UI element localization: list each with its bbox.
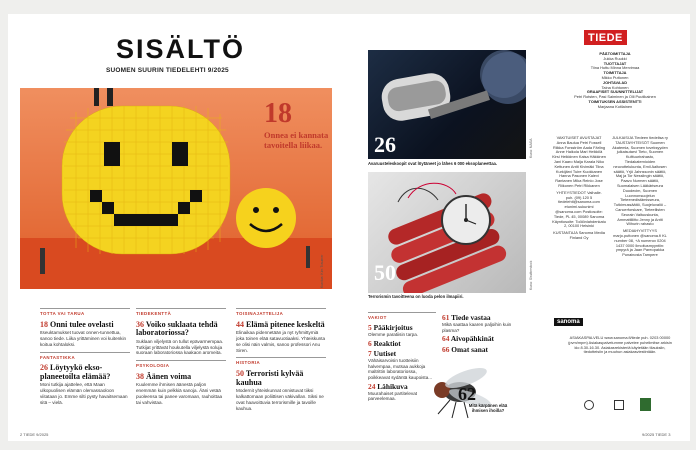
toc-item[interactable]: 5 Pääkirjoitus [368, 323, 413, 332]
toc-item[interactable]: 44 Elämä pitenee keskeltä [236, 319, 325, 329]
printing-icon [614, 400, 624, 410]
toc-item[interactable]: 24 Lähikuva [368, 381, 408, 391]
toc-blurb: Muurahaiset partitelevat parveelemaa. [368, 390, 418, 402]
ecolabel-icon [640, 398, 651, 411]
toc-item[interactable]: 7 Uutiset [368, 349, 397, 358]
toc-item[interactable]: 36 Voiko suklaata tehdä laboratoriossa? [136, 319, 218, 338]
section-label: HISTORIA [236, 357, 326, 369]
page-number: 3 [668, 432, 671, 437]
hero-text: Onnea ei kannata tavoitella liikaa. [264, 130, 329, 150]
toc-blurb: Suklaan viljelystä on tullut epävarmempaa. Tutkijat yrittävät houkutella viljelystä soluja suoraan laboratoriossa kaakaon aromeita. [136, 338, 224, 356]
toc-item[interactable]: 26 Löytyykö ekso-planeetoilta elämää? [40, 363, 111, 381]
toc-list-more [442, 312, 528, 354]
left-footer [20, 432, 48, 437]
toc-blurb: Kuulemme ihmisen äänestä paljon enemmän kuin pelkkiä sanoja. Ääni vetää puoleensa tai panee varomaan, rauhoittaa tai vahvistaa. [136, 382, 223, 405]
toc-column-2 [136, 308, 226, 410]
hero-number: 18 [264, 98, 292, 129]
section-label: TOISINAJATTELIJA [236, 308, 326, 320]
footer-mag: 9/2025 TIEDE [642, 432, 668, 437]
photo-exoplanet[interactable] [368, 50, 526, 159]
toc-blurb: Moni tutkija ajattelee, että Maan ulkopuolisen elämän olemassaoloon viitataan jo. Emme silti pysty havaitsemaan sitä – vielä. [40, 382, 128, 405]
toc-item[interactable]: 66 Omat sanat [442, 344, 488, 354]
photo-number: 26 [374, 132, 396, 157]
section-label: FANTASTIKKA [40, 352, 130, 364]
photo-credit: Kuva: Shutterstock [529, 260, 533, 290]
toc-item[interactable]: 50 Terroristi kylvää kauhua [236, 368, 304, 387]
fly-text: Mitä kärpänen elää ihmisen ihoilla? [468, 403, 508, 413]
masthead-publisher: JULKAISIJA Tiedeen tiedelisa ry TAUSTAYHTEISÖT Suomen Akatemia, Suomen toveksyyden julkaisutarvi Tieto, Suomen Kulttuurirahasto, Tiedakatemioiden neuvottelukunta, Emil Aaltosen säätiö, Yrjö Jahnssonin säätiö, Maj ja Tor Nesslingin säätiö, Paavo Nurmen säätiö, Suomalaisen Lääkäriseura Duodecim, Suomen Luonnonsuojelun Tieteenedistämisseura, Tutkimussäätiö, Suojeluvaliö – Cancerforskare, Tieteellisten Seurain Valtuuskunta, Ammattiliitto Jenny ja Antti Wihurin rahasto MEDIAHYVITTYYS marjo.puttonen @sanoma.fi KL number 08, +A numerox 0204 1437 0000 Ilmoitusmyyntiin: ympyrä ja Jaan Pareopakka Punainosta Tampere [612, 135, 668, 258]
toc-item[interactable]: 61 Tiede vastaa [442, 313, 491, 322]
page-title: SISÄLTÖ [116, 34, 246, 64]
toc-blurb: Modernit yhteiskunnat onnistuvat tiiksi kalkattomaan poliittisen väkivallan. Siksi ne ovat haavoittuvia terrorismille ja tavoille kauhua. [236, 388, 324, 411]
section-label: PSYKOLOGIA [136, 360, 226, 372]
masthead-roles: PÄÄTOIMITTAJA Jukka Ruukki TUOTTAJAT Tiina Huttu Minna Mervimaa TOIMITTAJA Mikko Puttonen JOHTAVA AD Taina Kohtonen GRAAFISET SUUNNITTELIJAT Petri Rotsten, Pasi Saiminen ja Olli Puutikainen TOIMITUKSEN ASSISTENTTI Marjaana Kotilainen [574, 51, 656, 109]
hero-credit: Kuvitus: Kim Traumer [320, 254, 324, 288]
photo-bomb[interactable] [368, 172, 526, 293]
toc-item[interactable]: 64 Aivopähkinät [442, 334, 494, 344]
section-label: TIEDEKENTTÄ [136, 308, 226, 320]
toc-column-3 [236, 308, 326, 415]
toc-blurb: Mikä saattaa kaaren paljoihin kuin plasma? [442, 322, 512, 333]
masthead-contributors: VAKITUISET AVUSTAJAT Anna Baulua Petri Fossell Riikka Forsström Aada Färling Anne Haikola Mari Heikkilä Kirsi Heikkinen Kaisa Häkkinen Jani Kaaro Maija Karala Niko Kettunen Antti Kivimäki Tiina Kurkijärvi Tuire Kuokkanen Hanna Pasonen Kalevi Rantanen Mika Reinio Jose Riikonen Petri Rikkanen YHTEYSTIEDOT Valhalle. puh. (09) 120 5 tiedelehti@sanoma.com etunimi.sukunimi @sanoma.com Postiosoite: Tiede, PL 45, 00089 Sanoma Käyntiosoite: Toölönlahdenkatu 2, 00100 Helsinki KUSTANTAJA Sanoma Media Finland Oy [552, 135, 606, 240]
photo-credit: Kuva: NASA [529, 138, 533, 158]
page-subtitle: SUOMEN SUURIN TIEDELEHTI 9/2025 [106, 67, 229, 74]
toc-blurb: Olemme paratiisin tarpa. [368, 332, 419, 338]
toc-item[interactable]: 6 Reaktiot [368, 338, 401, 348]
tiede-logo: TIEDE [584, 30, 627, 45]
toc-blurb: Elinaikaa pidennetään ja nyt ryhmittymiä joka toinen elää satavuotiaaksi. Yhteiskunta se olisi näin valmis, sanoo professori Anu Siren. [236, 330, 326, 353]
toc-blurb: Itseuktamukset tuovat onnen-tunnettua, sanoo tiede. Liika yrittäminen voi kuitenkin koitua kohtaloksi. [40, 330, 127, 347]
footer-mag: TIEDE 9/2025 [23, 432, 49, 437]
section-label: VAKIOT [368, 312, 436, 322]
section-label: TOTTA VAI TARUA [40, 308, 130, 320]
toc-item[interactable]: 18 Onni tulee ovelasti [40, 319, 114, 329]
small-smiley [236, 188, 296, 248]
page-number: 2 [20, 432, 23, 437]
fly-number: 62 [458, 384, 476, 404]
photo-caption: Avaruusteleskoopit ovat löytäneet jo lähes 6 000 eksoplaneettaa. [368, 161, 498, 166]
photo-number: 50 [374, 260, 396, 285]
toc-item[interactable]: 38 Äänen voima [136, 371, 192, 381]
right-footer [642, 432, 670, 437]
toc-column-1 [40, 308, 130, 410]
certificate-icon [584, 400, 594, 410]
sanoma-logo: sanoma [554, 318, 583, 326]
toc-blurb: Vähäisarvoisin tuotteisiin halvempaa, mutsaa aukkoja maltrittin laboratoriossa, poikkeavat sydäntä kaupoista... [368, 358, 433, 380]
photo-caption: Terrorismin tavoitteena on luoda pelon ilmapiiri. [368, 294, 464, 299]
customer-service: ASIAKASPALVELU www.sanoma.fi/tiede puh. 0203 00000 (pvm/mpm) Asiakaspalvelumme palvelee puhelimitse arkisin klo 8.30-16.30. Asiakasrekisteriä käytetään tilauksiin, tiedotteisiin ja muuhun asiakasviestintään. [568, 335, 672, 355]
